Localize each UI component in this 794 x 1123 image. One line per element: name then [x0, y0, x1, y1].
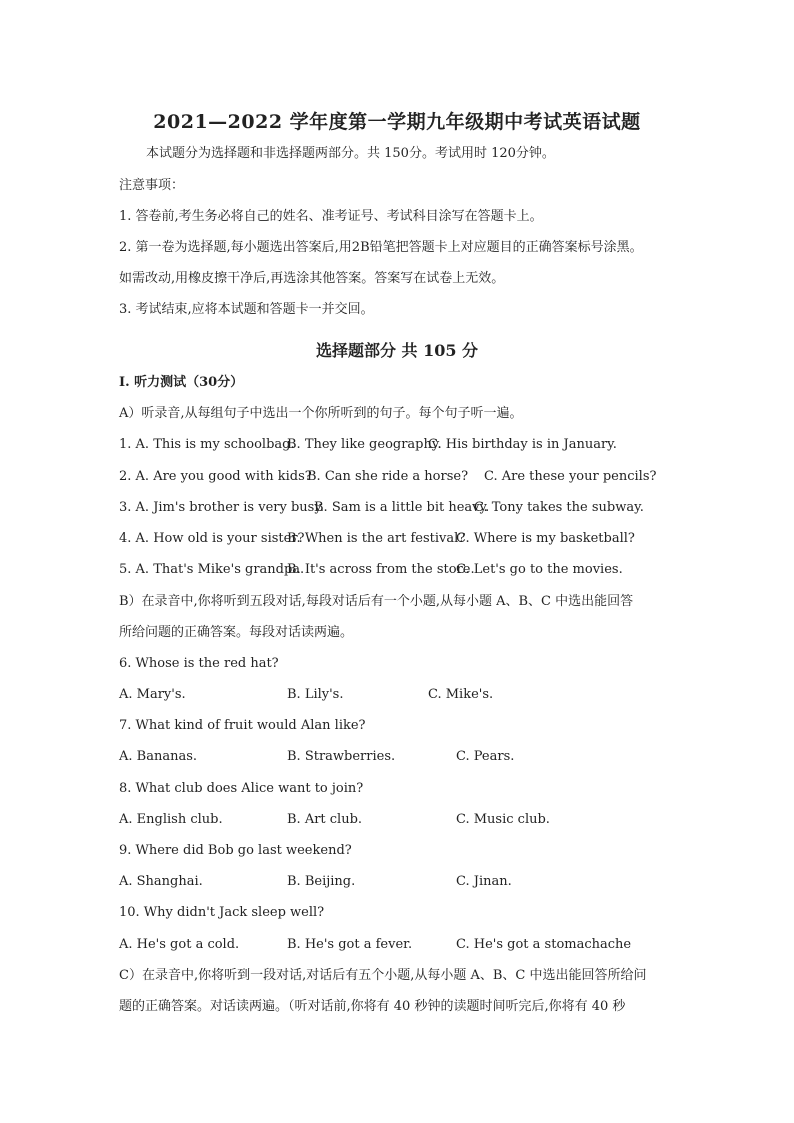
question-text: 9. Where did Bob go last weekend?	[119, 843, 352, 858]
sentence-option-b: B. It's across from the store.	[287, 562, 475, 577]
partB-instruction: 所给问题的正确答案。每段对话读两遍。	[119, 625, 354, 640]
sentence-option-c: C. Where is my basketball?	[456, 531, 635, 546]
question-text: 8. What club does Alice want to join?	[119, 781, 364, 796]
answer-option-c: C. Music club.	[456, 812, 550, 827]
answer-option-b: B. He's got a fever.	[287, 937, 413, 952]
sentence-option-a: 3. A. Jim's brother is very busy.	[119, 500, 325, 515]
note-item: 3. 考试结束,应将本试题和答题卡一并交回。	[119, 302, 374, 317]
partA-instruction: A）听录音,从每组句子中选出一个你所听到的句子。每个句子听一遍。	[119, 406, 523, 421]
answer-option-b: B. Beijing.	[287, 874, 356, 889]
sentence-option-a: 1. A. This is my schoolbag.	[119, 437, 295, 452]
sentence-option-c: C. Tony takes the subway.	[474, 500, 644, 515]
answer-option-c: C. Pears.	[456, 749, 515, 764]
part1-heading: Ⅰ. 听力测试（30分）	[119, 375, 244, 390]
partC-instruction: 题的正确答案。对话读两遍。（听对话前,你将有 40 秒钟的读题时间听完后,你将有 40 秒	[119, 999, 626, 1014]
question-text: 7. What kind of fruit would Alan like?	[119, 718, 366, 733]
answer-option-a: A. Mary's.	[119, 687, 186, 702]
note-item: 1. 答卷前,考生务必将自己的姓名、准考证号、考试科目涂写在答题卡上。	[119, 209, 543, 224]
sentence-option-b: B. Sam is a little bit heavy.	[314, 500, 490, 515]
partB-instruction: B）在录音中,你将听到五段对话,每段对话后有一个小题,从每小题 A、B、C 中选出能回答	[119, 594, 634, 609]
sentence-option-b: B. They like geography.	[287, 437, 442, 452]
answer-option-c: C. Mike's.	[428, 687, 494, 702]
sentence-option-c: C. His birthday is in January.	[428, 437, 617, 452]
sentence-option-c: C. Are these your pencils?	[484, 469, 657, 484]
page-title: 2021—2022 学年度第一学期九年级期中考试英语试题	[153, 111, 641, 133]
notes-heading: 注意事项：	[119, 178, 185, 193]
answer-option-a: A. He's got a cold.	[119, 937, 240, 952]
sentence-option-b: B. When is the art festival?	[287, 531, 466, 546]
note-item: 2. 第一卷为选择题,每小题选出答案后,用2B铅笔把答题卡上对应题目的正确答案标号涂黑。	[119, 240, 643, 255]
question-text: 10. Why didn't Jack sleep well?	[119, 905, 325, 920]
sentence-option-b: B. Can she ride a horse?	[307, 469, 469, 484]
answer-option-a: A. Shanghai.	[119, 874, 203, 889]
answer-option-a: A. English club.	[119, 812, 223, 827]
section-title: 选择题部分 共 105 分	[315, 341, 479, 360]
note-item: 如需改动,用橡皮擦干净后,再选涂其他答案。答案写在试卷上无效。	[119, 271, 505, 286]
intro-text: 本试题分为选择题和非选择题两部分。共 150分。考试用时 120分钟。	[146, 146, 555, 161]
sentence-option-a: 4. A. How old is your sister?	[119, 531, 305, 546]
answer-option-c: C. Jinan.	[456, 874, 512, 889]
answer-option-a: A. Bananas.	[119, 749, 198, 764]
sentence-option-a: 5. A. That's Mike's grandpa.	[119, 562, 305, 577]
answer-option-b: B. Strawberries.	[287, 749, 396, 764]
partC-instruction: C）在录音中,你将听到一段对话,对话后有五个小题,从每小题 A、B、C 中选出能回答所给问	[119, 968, 647, 983]
answer-option-b: B. Lily's.	[287, 687, 344, 702]
answer-option-c: C. He's got a stomachache	[456, 937, 632, 952]
answer-option-b: B. Art club.	[287, 812, 363, 827]
question-text: 6. Whose is the red hat?	[119, 656, 279, 671]
sentence-option-c: C. Let's go to the movies.	[456, 562, 623, 577]
sentence-option-a: 2. A. Are you good with kids?	[119, 469, 312, 484]
